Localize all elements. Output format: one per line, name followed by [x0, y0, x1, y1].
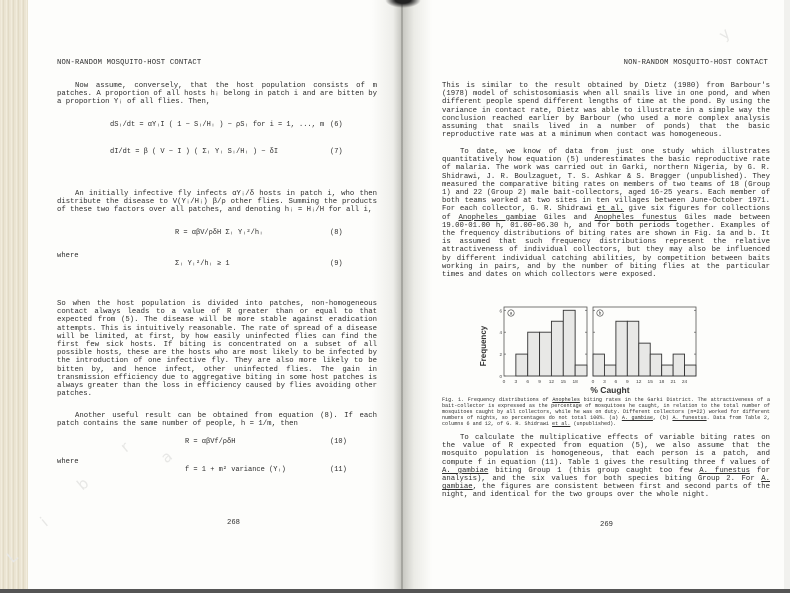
x-tick-label: 9 [538, 380, 541, 385]
text: A. gambiae [442, 475, 770, 492]
equation-number: (6) [330, 121, 343, 129]
watermark-letter: r [116, 438, 134, 456]
watermark-letter: i [36, 513, 52, 531]
histogram-bar [604, 365, 615, 376]
histogram-bar [551, 321, 563, 376]
x-tick-label: 0 [591, 380, 595, 385]
histogram-bar [528, 332, 540, 376]
x-tick-label: 15 [560, 380, 566, 385]
figure-caption [442, 397, 770, 427]
watermark-letter: L [3, 547, 22, 567]
left-page [40, 0, 380, 593]
paragraph: An initially infective fly infects αYᵢ/δ hosts in patch i, who then distribute the disease to V(Yᵢ/Hᵢ) β/ρ other flies. Summing the products of these two factors over all patches, and denoting hᵢ = Hᵢ/H for all i, [57, 190, 377, 215]
x-tick-label: 12 [548, 380, 555, 385]
text: To date, we know of data from just one study which illustrates quantitatively how equation (5) underestimates the basic reproductive rate of malaria. The work was carried out in Garki, northern Nigeria, by G. R. Shidrawi, J. R. Boulzaguet, T. S. Ashkar & S. Brøgger (unpublished). They measured the comparative biting rates on members of two teams of 18 (Group 1) and 22 (Group 2) male bait-collectors, aged 16-25 years. Each member of both teams worked at two sites in ten villages between June-October 1971. For each collector, G. R. Shidrawi [442, 148, 770, 214]
equation-7: dI/dt = β ( V − I ) ( Σᵢ Yᵢ Sᵢ/Hᵢ ) − δI [110, 148, 279, 156]
paragraph [442, 148, 770, 279]
panel-label: b [598, 310, 602, 316]
histogram-bar [639, 343, 650, 376]
x-tick-label: 6 [614, 380, 618, 385]
histogram-bar [516, 354, 528, 376]
equation-number: (11) [330, 466, 347, 474]
right-page [438, 0, 783, 593]
x-tick-label: 12 [636, 380, 642, 385]
text: biting Group 1 (this group caught too few [488, 466, 700, 475]
page-number: 269 [600, 521, 613, 529]
histogram-bar [627, 321, 638, 376]
page-edges-right [784, 0, 790, 593]
x-tick-label: 24 [681, 380, 688, 385]
text: Fig. 1. Frequency distributions of [442, 397, 553, 403]
text: et al. [552, 421, 571, 427]
histogram-figure [477, 301, 727, 395]
text: A. gambiae [442, 466, 489, 475]
page-number: 268 [227, 519, 240, 527]
equation-number: (10) [330, 438, 347, 446]
where-label: where [57, 458, 79, 466]
paragraph: Another useful result can be obtained from equation (8). If each patch contains the same number of people, h = 1/m, then [57, 412, 377, 429]
x-tick-label: 9 [625, 380, 629, 385]
text: give six figures for collections of [442, 205, 770, 222]
text: , the figures are consistent between first and second parts of the night, and identical for the two groups over the whole night. [442, 483, 770, 500]
text: A. funestus [672, 415, 707, 421]
histogram-bar [563, 310, 575, 376]
text: , (b) [652, 415, 673, 421]
x-tick-label: 15 [647, 380, 653, 385]
equation-number: (7) [330, 148, 343, 156]
x-tick-label: 18 [572, 380, 578, 385]
x-tick-label: 3 [603, 380, 606, 385]
text: A. gambiae [621, 415, 653, 421]
text: Giles made between 19.00-01.00 h, 01.00-06.30 h, and for both periods together. Examples of the frequency distributions of biting rates are shown in Fig. 1a and b. It is assumed that such frequency distributions represent the relative attractiveness of individual collectors, but they may also be influenced by different individual catching abilities, by competition between baits working in pairs, and by the number of biting flies at the particular times and dates on which collectors were exposed. [442, 213, 771, 280]
text: To calculate the multiplicative effects of variable biting rates on the value of R expected from equation (5), we also assume that the mosquito population is homogeneous, that each person is a patch, and compute f in equation (11). Table 1 gives the resulting three f values of [442, 434, 770, 467]
text: Anopheles [552, 397, 580, 403]
equation-number: (9) [330, 260, 343, 268]
text: biting rates in the Garki District. The attractiveness of a bait-collector is expressed as the percentage of mosquitoes he caught, in relation to the total number of mosquitoes caught by all collectors, while he was on duty. Different collectors (n=22) worked for different numbers of nights, so percentages do not total 100%. (a) [442, 397, 770, 421]
species-name: Anopheles funestus [594, 213, 677, 222]
text: Giles and [536, 213, 595, 222]
y-axis-label: Frequency [479, 325, 488, 367]
x-axis-label: % Caught [590, 385, 630, 395]
x-tick-label: 6 [526, 380, 530, 385]
paragraph: So when the host population is divided into patches, non-homogeneous contact always leads to a value of R greater than or equal to that expected from (5). The disease will be more stable against eradication attempts. This is intuitively reasonable. The rate of spread of a disease will be limited, at first, by how easily uninfected flies can find the first few sick hosts. If biting is concentrated on a subset of all possible hosts, these are the hosts who are most likely to be infected by the introduction of one infective fly. They are also more likely to be bitten by, and hence infect, other uninfected flies. The gain in transmission efficiency due to aggregative biting in some host patches is always greater than the loss in efficiency caused by flies avoiding other patches. [57, 300, 377, 399]
histogram-bar [593, 354, 604, 376]
y-tick-label: 4 [499, 330, 502, 336]
text: A. funestus [699, 466, 750, 475]
equation-10: R = αβVf/ρδH [185, 438, 236, 446]
page-edges-left [0, 0, 28, 593]
paragraph: This is similar to the result obtained by Dietz (1980) from Barbour's (1978) model of schistosomiasis when all snails live in one pond, and when different people spend different lengths of time at the pond. By using the variance in contact rate, Dietz was able to illustrate in a simple way the conclusion reached earlier by Barbour (who used a more complex analysis assuming that snails lived in a number of ponds) that the basic reproductive rate was at a minimum when contact was homogeneous. [442, 82, 770, 140]
paragraph [442, 434, 770, 500]
equation-11: f = 1 + m² variance (Yᵢ) [185, 466, 286, 474]
histogram-bar [616, 321, 627, 376]
text: (unpublished). [570, 421, 617, 427]
histogram-bar [575, 365, 587, 376]
equation-6: dSᵢ/dt = αYᵢI ( 1 − Sᵢ/Hᵢ ) − ρSᵢ for i = 1, ..., m [110, 121, 325, 129]
equation-9: Σᵢ Yᵢ²/hᵢ ≥ 1 [175, 260, 230, 268]
text: et al. [597, 205, 624, 214]
species-name: Anopheles gambiae [458, 213, 537, 222]
x-tick-label: 3 [514, 380, 518, 385]
x-tick-label: 0 [502, 380, 506, 385]
y-tick-label: 0 [499, 374, 502, 379]
spine-shadow [385, 0, 421, 8]
histogram-bar [650, 354, 661, 376]
y-tick-label: 2 [499, 352, 502, 358]
histogram-bar [540, 332, 552, 376]
panel-label: a [509, 310, 513, 316]
histogram-bar [662, 365, 673, 376]
equation-number: (8) [330, 229, 343, 237]
x-tick-label: 18 [658, 380, 665, 385]
text: for analysis), and the six values for both species biting Group 2. For [442, 466, 771, 484]
histogram-bar [685, 365, 696, 376]
paragraph: Now assume, conversely, that the host population consists of m patches. A proportion of all hosts hᵢ belong in patch i and are bitten by a proportion Yᵢ of all flies. Then, [57, 82, 377, 107]
watermark-letter: b [73, 474, 93, 494]
x-tick-label: 21 [670, 380, 676, 385]
running-head: NON-RANDOM MOSQUITO-HOST CONTACT [623, 59, 768, 67]
running-head: NON-RANDOM MOSQUITO-HOST CONTACT [57, 59, 202, 67]
watermark-letter: y [715, 24, 734, 44]
histogram-bar [673, 354, 684, 376]
watermark-letter: a [157, 447, 176, 467]
y-tick-label: 6 [499, 308, 502, 314]
equation-8: R = αβV/ρδH Σᵢ Yᵢ²/hᵢ [175, 229, 264, 237]
book-gutter [372, 0, 432, 593]
text: . Data from Table 2, columns 6 and 12, of G. R. Shidrawi [442, 415, 770, 427]
figure-1 [477, 301, 727, 395]
where-label: where [57, 252, 79, 260]
